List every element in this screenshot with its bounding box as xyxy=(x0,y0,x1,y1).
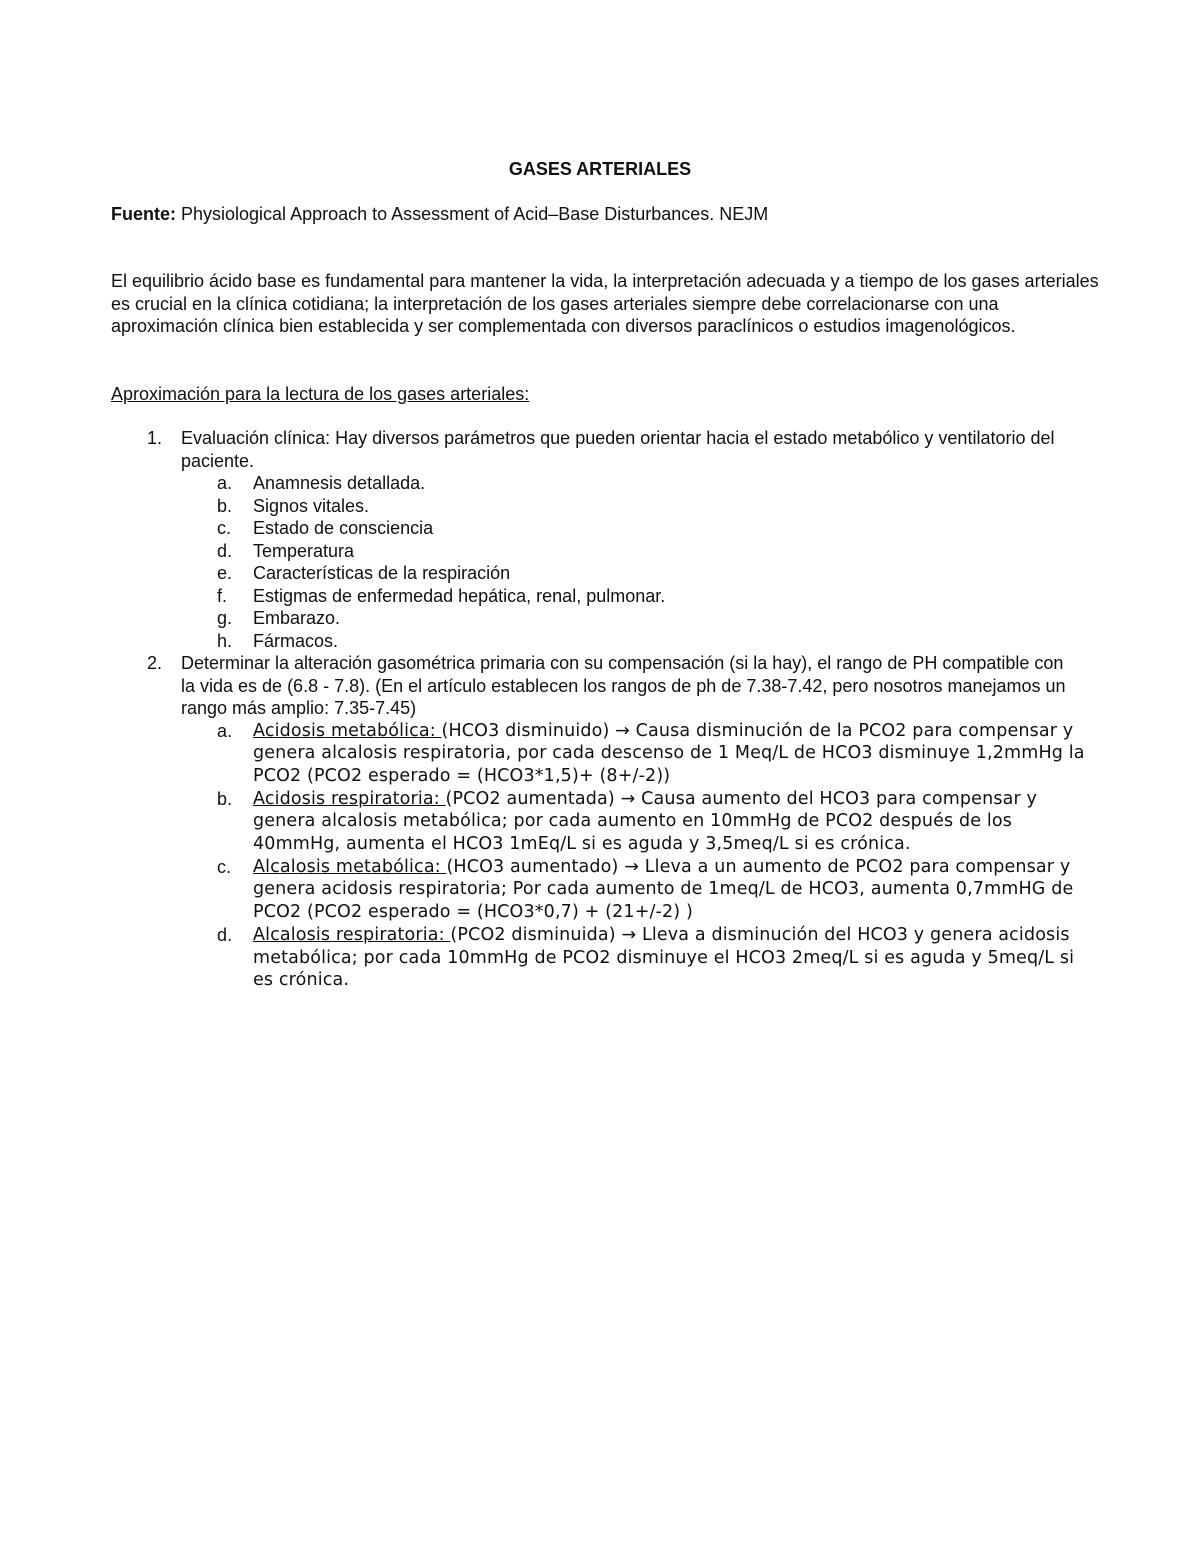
item-text: Temperatura xyxy=(253,540,355,561)
list-item xyxy=(181,562,1089,585)
list-item xyxy=(181,856,1089,924)
steps-list xyxy=(0,427,1200,992)
item-letter: c. xyxy=(217,518,232,538)
item-text: Fármacos. xyxy=(253,630,339,651)
source-line xyxy=(111,203,1101,225)
item-letter: e. xyxy=(217,563,233,583)
step-2 xyxy=(0,652,1085,992)
list-item xyxy=(181,788,1089,856)
list-item xyxy=(181,495,1089,518)
step-text: Determinar la alteración gasométrica primaria con su compensación (si la hay), el rango de PH compatible con la vida es de (6.8 - 7.8). (En el artículo establecen los rangos de ph de 7.38-7.42, pero nosotros manejamos un rango más amplio: 7.35-7.45) xyxy=(181,653,1066,718)
document-title: GASES ARTERIALES xyxy=(508,159,692,179)
item-letter: h. xyxy=(217,630,233,651)
item-text: (PCO2 aumentada) → Causa aumento del HCO3 para compensar y genera alcalosis metabólica; por cada aumento en 10mmHg de PCO2 después de los 40mmHg, aumenta el HCO3 1mEq/L si es aguda y 3,5meq/L si es crónica. xyxy=(253,788,1038,855)
disorders-list xyxy=(181,720,1085,992)
list-item xyxy=(181,540,1089,563)
intro-paragraph: El equilibrio ácido base es fundamental para mantener la vida, la interpretación adecuada y a tiempo de los gases arteriales es crucial en la clínica cotidiana; la interpretación de los gases arteriales siempre debe correlacionarse con una aproximación clínica bien establecida y ser complementada con diversos paraclínicos o estudios imagenológicos. xyxy=(111,271,1099,336)
step-number: 1. xyxy=(147,428,163,448)
item-letter: b. xyxy=(217,788,233,809)
list-item xyxy=(181,585,1089,608)
source-label: Fuente: xyxy=(111,204,176,224)
disorder-label: Acidosis metabólica: xyxy=(253,720,442,741)
list-item xyxy=(181,924,1089,992)
item-text: Anamnesis detallada. xyxy=(253,473,426,493)
item-letter: a. xyxy=(217,720,233,741)
item-text: (HCO3 disminuido) → Causa disminución de la PCO2 para compensar y genera alcalosis respiratoria, por cada descenso de 1 Meq/L de HCO3 disminuye 1,2mmHg la PCO2 (PCO2 esperado = (HCO3*1,5)+ (8+/-2)) xyxy=(253,720,1085,786)
list-item xyxy=(181,472,1089,495)
item-letter: f. xyxy=(217,585,228,606)
disorder-label: Acidosis respiratoria: xyxy=(253,788,446,809)
item-letter: a. xyxy=(217,473,233,493)
approach-heading: Aproximación para la lectura de los gases arteriales: xyxy=(111,384,530,404)
step-number: 2. xyxy=(147,653,163,673)
item-text: (HCO3 aumentado) → Lleva a un aumento de PCO2 para compensar y genera acidosis respiratoria; Por cada aumento de 1meq/L de HCO3, aumenta 0,7mmHG de PCO2 (PCO2 esperado = (HCO3*0,7) + (21+/-2) ) xyxy=(253,856,1074,923)
item-letter: b. xyxy=(217,495,233,516)
list-item xyxy=(181,517,1089,540)
list-item xyxy=(181,720,1089,788)
disorder-label: Alcalosis respiratoria: xyxy=(253,924,451,945)
item-text: Características de la respiración xyxy=(253,563,511,583)
item-letter: d. xyxy=(217,540,233,561)
list-item xyxy=(181,630,1089,653)
step-1 xyxy=(0,427,1081,652)
clinical-items-list xyxy=(181,472,1081,652)
item-text: Signos vitales. xyxy=(253,495,370,516)
step-text: Evaluación clínica: Hay diversos parámetros que pueden orientar hacia el estado metabólico y ventilatorio del paciente. xyxy=(181,428,1055,471)
item-text: (PCO2 disminuida) → Lleva a disminución del HCO3 y genera acidosis metabólica; por cada 10mmHg de PCO2 disminuye el HCO3 2meq/L si es aguda y 5meq/L si es crónica. xyxy=(253,924,1075,991)
item-text: Estado de consciencia xyxy=(253,518,434,538)
source-text: Physiological Approach to Assessment of Acid–Base Disturbances. NEJM xyxy=(176,204,769,224)
disorder-label: Alcalosis metabólica: xyxy=(253,856,447,877)
list-item xyxy=(181,607,1089,630)
item-text: Estigmas de enfermedad hepática, renal, pulmonar. xyxy=(253,585,666,606)
item-letter: d. xyxy=(217,924,233,945)
item-text: Embarazo. xyxy=(253,608,341,628)
item-letter: c. xyxy=(217,856,232,877)
item-letter: g. xyxy=(217,608,233,628)
